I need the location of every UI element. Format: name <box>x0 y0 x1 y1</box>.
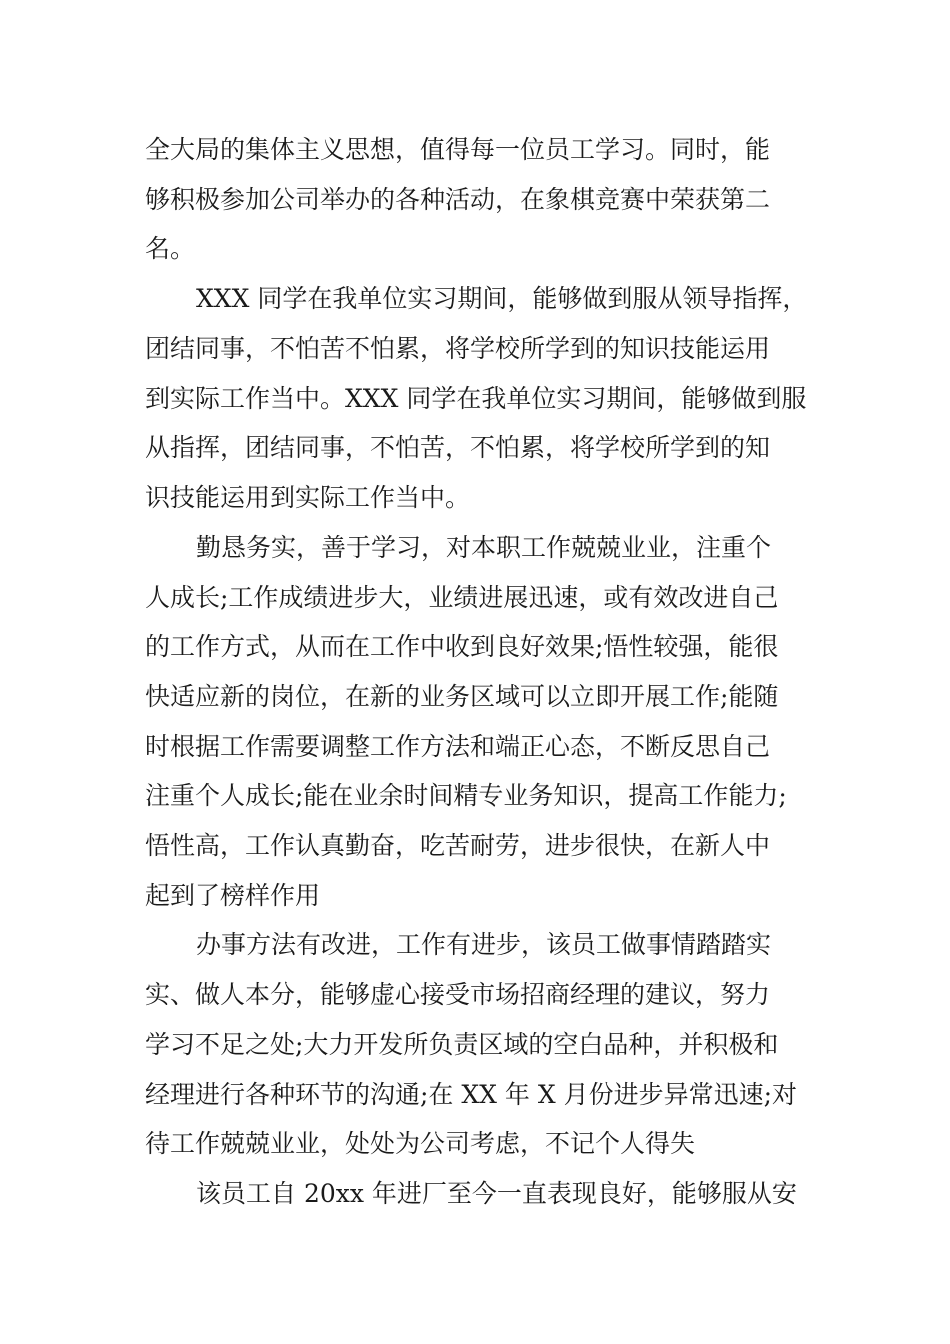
text-line: 起到了榜样作用 <box>145 881 321 910</box>
text-line: 够积极参加公司举办的各种活动，在象棋竞赛中荣获第二 <box>145 185 771 214</box>
text-line: XXX 同学在我单位实习期间，能够做到服从领导指挥， <box>196 284 808 313</box>
text-line: 悟性高，工作认真勤奋，吃苦耐劳，进步很快，在新人中 <box>145 831 771 860</box>
text-line: 到实际工作当中。XXX 同学在我单位实习期间，能够做到服 <box>145 384 807 413</box>
text-line: 人成长;工作成绩进步大，业绩进展迅速，或有效改进自己 <box>145 583 779 612</box>
text-line: 实、做人本分，能够虚心接受市场招商经理的建议，努力 <box>145 980 771 1009</box>
text-line: 该员工自 20xx 年进厂至今一直表现良好，能够服从安 <box>196 1179 797 1208</box>
text-line: 团结同事，不怕苦不怕累，将学校所学到的知识技能运用 <box>145 334 771 363</box>
text-line: 识技能运用到实际工作当中。 <box>145 483 471 512</box>
text-line: 办事方法有改进，工作有进步，该员工做事情踏踏实 <box>196 930 772 959</box>
text-line: 快适应新的岗位，在新的业务区域可以立即开展工作;能随 <box>145 682 779 711</box>
text-line: 经理进行各种环节的沟通;在 XX 年 X 月份进步异常迅速;对 <box>145 1080 798 1109</box>
text-line: 全大局的集体主义思想，值得每一位员工学习。同时，能 <box>145 135 771 164</box>
text-line: 从指挥，团结同事，不怕苦，不怕累，将学校所学到的知 <box>145 433 771 462</box>
text-line: 待工作兢兢业业，处处为公司考虑，不记个人得失 <box>145 1129 696 1158</box>
text-line: 名。 <box>145 234 196 263</box>
text-line: 勤恳务实，善于学习，对本职工作兢兢业业，注重个 <box>196 533 772 562</box>
text-line: 学习不足之处;大力开发所负责区域的空白品种，并积极和 <box>145 1030 779 1059</box>
text-line: 的工作方式，从而在工作中收到良好效果;悟性较强，能很 <box>145 632 779 661</box>
text-line: 注重个人成长;能在业余时间精专业务知识，提高工作能力; <box>145 781 787 810</box>
text-line: 时根据工作需要调整工作方法和端正心态，不断反思自己 <box>145 732 771 761</box>
